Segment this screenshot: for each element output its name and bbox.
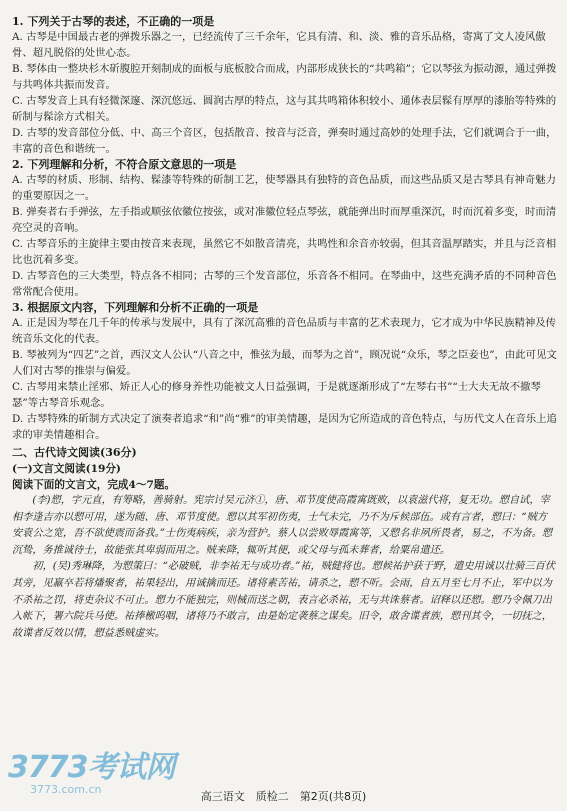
question-1-option-d: D. 古琴的发音部位分低、中、高三个音区，包括散音、按音与泛音，弹奏时通过高妙的处理手法，它们就调合于一曲，丰富的音色和谐统一。 — [12, 127, 557, 155]
question-3-option-c: C. 古琴用来禁止淫邪、矫正人心的修身养性功能被文人日益强调，于是就逐渐形成了“左琴右书”“士大夫无故不撤琴瑟”等古琴音乐观念。 — [12, 381, 541, 409]
question-3-stem: 3. 根据原文内容，下列理解和分析不正确的一项是 — [12, 301, 259, 314]
exam-page — [12, 14, 557, 642]
question-3-option-d: D. 古琴特殊的斫制方式决定了演奏者追求“和”尚“雅”的审美情趣，是因为它所造成的音色特点，与历代文人在音乐上追求的审美情趣相合。 — [12, 413, 557, 441]
classical-passage-paragraph-2: 初，(吴)秀琳降，为愬策曰：“必破贼，非李祐无与成功者。”祐，贼健将也。愬候祐护获于野，遣史用诚以壮骑三百伏其旁，见羸卒若将燔聚者，祐果轻出，用诚擒而还。诸将素苦祐，请杀之，愬不听。会雨，自五月至七月不止，军中以为不杀祐之罚，将吏杂议不可止。愬力不能独完，则械而送之朝，表言必杀祐，无与共诛蔡者。诏释以还愬。愬乃令佩刀出入帐下，署六院兵马使。祐捧檄呜咽，诸将乃不敢言，由是始定袭蔡之谋矣。旧令，敢舍谍者族，愬刊其令，一切抚之，故谍者反效以情，愬益悉贼虚实。 — [12, 561, 556, 639]
question-2-stem: 2. 下列理解和分析，不符合原文意思的一项是 — [12, 158, 237, 171]
question-3-option-b: B. 琴被列为“四艺”之首，西汉文人公认“八音之中，惟弦为最，而琴为之首”，顾况说“众乐，琴之臣妾也”，由此可见文人们对古琴的推崇与偏爱。 — [12, 349, 557, 377]
watermark-brand: 3773考试网 — [8, 750, 175, 785]
question-2-option-a: A. 古琴的材质、形制、结构、髹漆等特殊的斫制工艺，使琴器具有独特的音色品质，而这些品质又是古琴具有神奇魅力的重要原因之一。 — [12, 174, 557, 202]
subsection-title: (一)文言文阅读(19分) — [12, 463, 121, 475]
question-1-option-a: A. 古琴是中国最古老的弹拨乐器之一，已经流传了三千余年，它具有清、和、淡、雅的音乐品格，寄寓了文人凌风傲骨、超凡脱俗的处世心态。 — [12, 31, 546, 59]
page-footer: 高三语文 质检二 第2页(共8页) — [200, 790, 367, 803]
question-2-option-c: C. 古琴音乐的主旋律主要由按音来表现，虽然它不如散音清亮，共鸣性和余音亦较弱，但其音温厚踏实，并且与泛音相比也沉着多变。 — [12, 238, 557, 266]
question-3-option-a: A. 正是因为琴在几千年的传承与发展中，具有了深沉高雅的音色品质与丰富的艺术表现力，它才成为中华民族精神及传统音乐文化的代表。 — [12, 317, 557, 345]
reading-instruction: 阅读下面的文言文，完成4～7题。 — [12, 479, 176, 491]
question-1-stem: 1. 下列关于古琴的表述，不正确的一项是 — [12, 15, 215, 28]
question-1-option-b: B. 琴体由一整块杉木斫腹腔开刻制成的面板与底板胶合而成，内部形成狭长的“共鸣箱”；它以琴弦为振动源，通过弹拨与共鸣体共振而发音。 — [12, 63, 557, 91]
question-1-option-c: C. 古琴发音上具有轻微深邃、深沉悠远、圆润古厚的特点，这与其共鸣箱体积较小、通体表层髹有厚厚的漆胎等特殊的斫制与髹涂方式相关。 — [12, 95, 557, 123]
classical-passage-paragraph-1: (李)愬，字元直，有筹略，善骑射。宪宗讨吴元济①，唐、邓节度使高霞寓既败，以袁滋代将，复无功。愬自试，宰相李逢吉亦以愬可用，遂为随、唐、邓节度使。愬以其军初伤夷，士气未完，乃不为斥候部伍。或有言者，愬曰：“贼方安袁公之宽，吾不欲使震而备我。”士伤夷病疾，亲为营护。蔡人以尝败辱霞寓等，又愬名非夙所畏者，易之，不为备。愬沉鸷，务推诚待士，故能张其卑弱而用之。贼来降，辄听其便，或父母与孤未葬者，给粟帛遣还。 — [12, 495, 553, 556]
question-2-option-d: D. 古琴音色的三大类型，特点各不相同；古琴的三个发音部位，乐音各不相同。在琴曲中，这些充满矛盾的不同种音色常常配合使用。 — [12, 270, 557, 298]
watermark-url: 3773.com.cn — [30, 783, 102, 796]
question-2-option-b: B. 弹奏者右手弹弦，左手指或顺弦依徽位按弦，或对准徽位轻点琴弦，就能弹出时而厚重深沉，时而沉着多变，时而清亮空灵的音响。 — [12, 206, 557, 234]
section-title: 二、古代诗文阅读(36分) — [12, 446, 137, 459]
